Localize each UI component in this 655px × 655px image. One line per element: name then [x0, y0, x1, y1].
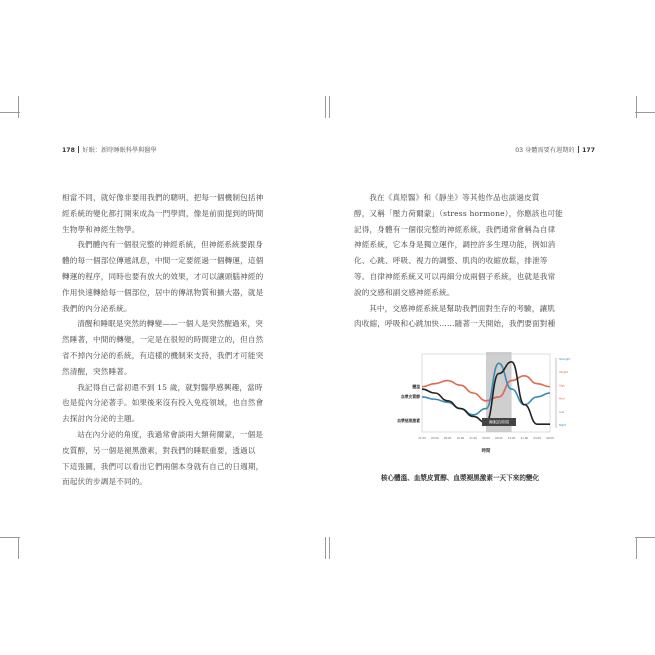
series-label: 血漿皮質醇	[401, 394, 420, 399]
right-axis-label: Night	[559, 424, 566, 427]
x-tick-label: 21:00	[469, 437, 477, 440]
header-divider	[78, 146, 80, 153]
text-line: 其中，交感神經系統是幫助我們面對生存的考驗，讓肌	[369, 303, 556, 313]
crop-mark	[636, 96, 637, 118]
x-axis-label: 時間	[481, 449, 491, 454]
right-axis-label: Low	[559, 410, 565, 414]
left-page-number: 178	[62, 147, 75, 154]
x-tick-label: 09:00	[546, 437, 554, 440]
text-line: 下這張圖，我們可以看出它們兩個本身就有自己的日週期，	[62, 461, 264, 471]
text-line: 站在內分泌的角度，我過常會談兩大類荷爾蒙，一個是	[77, 429, 264, 439]
crop-mark	[636, 537, 637, 559]
x-tick-label: 03:00	[482, 437, 490, 440]
text-line: 省不掉內分泌的系統，有這樣的機制來支持，我們才可能突	[62, 350, 264, 360]
text-line: 我們的內分泌系統。	[62, 303, 132, 313]
text-line: 經系統的變化都打開來成為一門學問，像是前面提到的時間	[62, 208, 264, 218]
text-line: 我們體內有一個很完整的神經系統，但神經系統要跟身	[77, 240, 264, 250]
text-line: 記得，身體有一個很完整的神經系統，我們通常會稱為自律	[354, 224, 556, 234]
right-running-head	[515, 145, 595, 154]
crop-mark	[0, 537, 20, 538]
x-tick-label: 03:00	[431, 437, 439, 440]
right-header-chapter: 03 身體需要有週期的	[515, 147, 575, 154]
right-page-body	[354, 190, 594, 332]
text-line: 而起伏的步調是不同的。	[62, 477, 148, 487]
chart-svg	[397, 350, 580, 458]
crop-mark	[325, 537, 326, 559]
right-axis-label: Strength	[559, 358, 571, 361]
right-axis-label: High	[559, 384, 565, 388]
text-line: 去探討內分泌的主題。	[62, 414, 140, 424]
text-line: 肉收縮，呼吸和心跳加快……隨著一天開始，我們要面對種	[354, 319, 556, 329]
text-line: 生物學和神經生物學。	[62, 224, 140, 234]
right-page-number: 177	[582, 147, 595, 154]
crop-mark	[18, 96, 19, 118]
left-page-body	[62, 190, 300, 490]
left-header-title: 好眠：新時睡眠科學與醫學	[82, 147, 157, 154]
series-label: 體溫	[412, 384, 420, 389]
x-tick-label: 15:00	[456, 437, 465, 440]
text-line: 相當不同，就好像非要用我們的聰明，把每一個機制包括神	[62, 193, 264, 202]
text-line: 皮質醇，另一個是褪黑激素，對我們的睡眠重要，透過以	[62, 445, 256, 455]
crop-mark	[18, 537, 19, 559]
crop-mark	[635, 112, 655, 113]
text-line: 然睡著，中間的轉變，一定是在很短的時間建立的，但自然	[62, 335, 264, 345]
left-running-head	[62, 145, 157, 154]
crop-mark	[0, 112, 20, 113]
x-tick-label: 03:00	[533, 437, 541, 440]
circadian-chart	[397, 350, 580, 458]
x-tick-label: 09:00	[495, 437, 503, 440]
chart-caption: 核心體溫、血漿皮質醇、血漿褪黑激素一天下來的變化	[380, 474, 540, 482]
text-line: 說的交感和副交感神經系統。	[354, 287, 455, 297]
text-line: 醇，又稱「壓力荷爾蒙」（stress hormone），你應該也可能	[354, 208, 563, 218]
x-tick-label: 15:00	[507, 437, 516, 440]
crop-mark	[635, 537, 655, 538]
text-line: 等。自律神經系統又可以再細分成兩個子系統，也就是我常	[354, 271, 556, 281]
right-axis-label: Med	[559, 397, 565, 401]
x-tick-label: 09:00	[443, 437, 452, 440]
text-line: 也是從內分泌著手。如果後來沒有投入免疫領域，也自然會	[62, 398, 264, 408]
text-line: 然清醒，突然睡著。	[62, 366, 132, 376]
x-tick-label: 21:00	[520, 437, 529, 440]
text-line: 我記得自己當初還不到 15 歲，就對醫學感興趣，當時	[77, 382, 263, 392]
text-line: 清醒和睡眠是突然的轉變——一個人是突然醒過來，突	[77, 319, 264, 329]
text-line: 體的每一個部位傳遞訊息，中間一定要經過一個轉運，這個	[62, 256, 264, 266]
text-line: 化、心跳、呼吸、視力的調整、肌肉的收縮放鬆，排泄等	[354, 256, 548, 266]
sleep-label: 睡眠的時間	[489, 419, 509, 425]
crop-mark	[325, 96, 326, 118]
right-axis-label: Weight	[559, 371, 569, 375]
text-line: 轉運的程序，同時也要有放大的效果，才可以讓頭腦神經的	[62, 271, 264, 281]
text-line: 神經系統，它本身是獨立運作，調控許多生理功能，例如消	[354, 240, 556, 250]
crop-mark	[329, 96, 330, 118]
x-tick-label: 21:00	[418, 437, 426, 440]
series-label: 血漿褪黑激素	[397, 418, 420, 423]
text-line: 作用快速轉給每一個部位，居中的傳訊物質和擴大器，就是	[62, 287, 264, 297]
text-line: 我在《真原醫》和《靜坐》等其他作品也談過皮質	[369, 193, 540, 202]
crop-mark	[329, 537, 330, 559]
header-divider	[578, 146, 580, 153]
